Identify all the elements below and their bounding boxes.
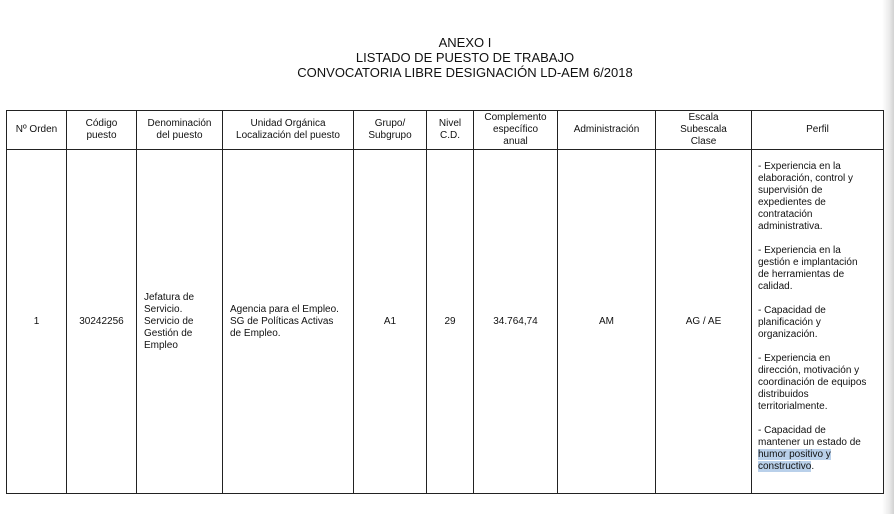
header-denominacion: Denominación del puesto — [137, 111, 223, 150]
cell-grupo: A1 — [354, 150, 427, 494]
title-line-anexo: ANEXO I — [438, 35, 492, 50]
job-listing-table — [6, 110, 884, 494]
title-line-listado: LISTADO DE PUESTO DE TRABAJO — [355, 50, 575, 65]
perfil-humor-text: - Capacidad de mantener un estado de — [758, 424, 861, 448]
cell-perfil — [752, 150, 884, 494]
perfil-item-planificacion: - Capacidad de planificación y organización. — [758, 304, 826, 340]
perfil-humor-tail: . — [811, 460, 815, 472]
header-complemento: Complemento específico anual — [474, 111, 558, 150]
perfil-humor-highlight[interactable]: humor positivo y constructivo — [758, 448, 831, 472]
header-grupo: Grupo/ Subgrupo — [354, 111, 427, 150]
header-escala: Escala Subescala Clase — [656, 111, 752, 150]
cell-administracion: AM — [558, 150, 656, 494]
cell-complemento: 34.764,74 — [474, 150, 558, 494]
header-orden: Nº Orden — [7, 111, 67, 150]
perfil-item-humor — [758, 425, 878, 473]
header-administracion: Administración — [558, 111, 656, 150]
cell-nivel: 29 — [427, 150, 474, 494]
cell-unidad: Agencia para el Empleo. SG de Políticas Activas de Empleo. — [223, 150, 354, 494]
header-codigo: Código puesto — [67, 111, 137, 150]
perfil-item-contratacion: - Experiencia en la elaboración, control y supervisión de expedientes de contratación administrativa. — [758, 160, 854, 232]
page-edge-shadow — [882, 0, 894, 514]
document-title — [0, 35, 894, 80]
perfil-item-direccion: - Experiencia en dirección, motivación y coordinación de equipos distribuidos territorialmente. — [758, 352, 867, 412]
cell-codigo: 30242256 — [67, 150, 137, 494]
header-perfil: Perfil — [752, 111, 884, 150]
table-header-row — [7, 111, 884, 150]
header-nivel: Nivel C.D. — [427, 111, 474, 150]
cell-escala: AG / AE — [656, 150, 752, 494]
header-unidad: Unidad Orgánica Localización del puesto — [223, 111, 354, 150]
perfil-item-calidad: - Experiencia en la gestión e implantación de herramientas de calidad. — [758, 244, 858, 292]
cell-orden: 1 — [7, 150, 67, 494]
table-row — [7, 150, 884, 494]
title-line-convocatoria: CONVOCATORIA LIBRE DESIGNACIÓN LD-AEM 6/2018 — [297, 65, 633, 80]
cell-denominacion: Jefatura de Servicio. Servicio de Gestión de Empleo — [137, 150, 223, 494]
